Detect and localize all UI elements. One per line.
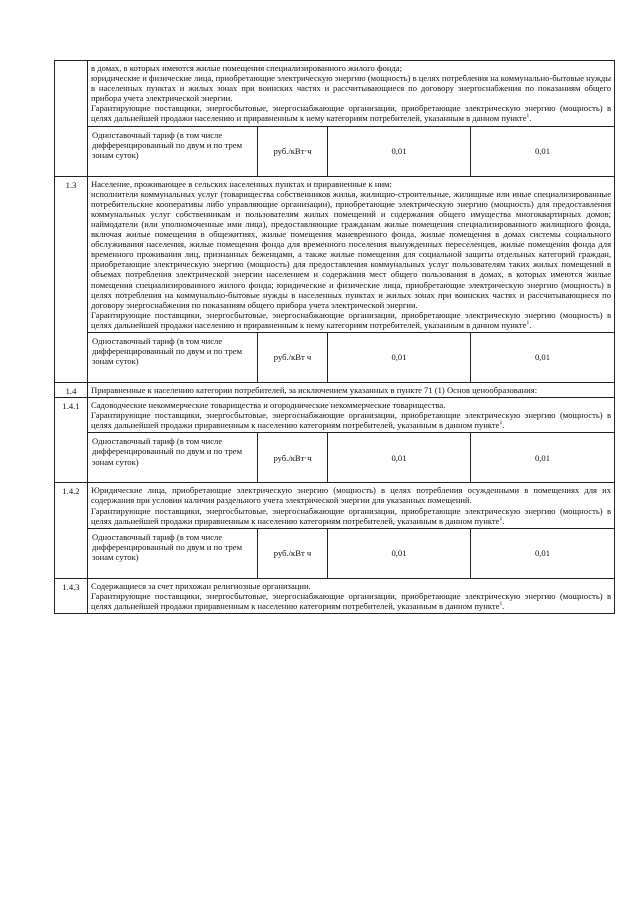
description-paragraph: Гарантирующие поставщики, энергосбытовые, энергоснабжающие организации, приобретающие электрическую энергию (мощность) в целях дальнейшей продажи приравненным к населению категориям потребителей, указанным в данном пункте$^1$. bbox=[91, 410, 612, 431]
tariff-value-2: 0,01 bbox=[471, 126, 615, 176]
tariff-unit: руб./кВт·ч bbox=[258, 126, 328, 176]
footnote-mark: 1 bbox=[499, 420, 503, 427]
description-paragraph: Гарантирующие поставщики, энергосбытовые, энергоснабжающие организации, приобретающие электрическую энергию (мощность) в целях дальнейшей продажи приравненным к населению категориям потребителей, указанным в данном пункте$^1$. bbox=[91, 505, 612, 526]
tariff-name: Одноставочный тариф (в том числе дифференцированный по двум и по трем зонам суток) bbox=[88, 126, 258, 176]
description-paragraph: Содержащиеся за счет прихожан религиозные организации. bbox=[91, 580, 311, 591]
table-row bbox=[55, 61, 615, 127]
description-paragraph: Садоводческие некоммерческие товарищества и огороднические некоммерческие товарищества. bbox=[91, 400, 446, 411]
footnote-mark: 1 bbox=[499, 601, 503, 608]
description-paragraph: Гарантирующие поставщики, энергосбытовые, энергоснабжающие организации, приобретающие электрическую энергию (мощность) в целях дальнейшей продажи приравненным к населению категориям потребителей, указанным в данном пункте$^1$. bbox=[91, 590, 612, 611]
row-number: 1.4.2 bbox=[55, 483, 88, 578]
tariff-value-1: 0,01 bbox=[328, 528, 471, 578]
table-row bbox=[55, 578, 615, 613]
tariff-unit: руб./кВт ч bbox=[258, 332, 328, 382]
description-paragraph: Юридические лица, приобретающие электрическую энергию (мощность) в целях потребления осужденными в помещениях для их содержания при условии наличия раздельного учета электрической энергии для указанных помещений. bbox=[91, 485, 612, 506]
tariff-row bbox=[55, 332, 615, 382]
tariff-unit: руб./кВт ч bbox=[258, 528, 328, 578]
tariff-value-1: 0,01 bbox=[328, 126, 471, 176]
description-paragraph: в домах, в которых имеются жилые помещения специализированного жилого фонда; bbox=[91, 63, 403, 73]
row-description bbox=[88, 578, 615, 613]
table-row bbox=[55, 176, 615, 332]
description-paragraph: Гарантирующие поставщики, энергосбытовые, энергоснабжающие организации, приобретающие электрическую энергию (мощность) в целях дальнейшей продажи населению и приравненным к нему категориям потребителей, указанным в данном пункте$^1$. bbox=[91, 309, 612, 330]
tariff-value-1: 0,01 bbox=[328, 433, 471, 483]
tariff-name: Одноставочный тариф (в том числе дифференцированный по двум и по трем зонам суток) bbox=[88, 332, 258, 382]
row-description bbox=[88, 61, 615, 127]
tariff-table bbox=[54, 60, 615, 614]
description-paragraph: Приравненные к населению категории потребителей, за исключением указанных в пункте 71 (1) Основ ценообразования: bbox=[91, 384, 538, 395]
row-number bbox=[55, 61, 88, 177]
tariff-name: Одноставочный тариф (в том числе дифференцированный по двум и по трем зонам суток) bbox=[88, 433, 258, 483]
row-number: 1.4.3 bbox=[55, 578, 88, 613]
footnote-mark: 1 bbox=[526, 320, 530, 327]
tariff-value-2: 0,01 bbox=[471, 332, 615, 382]
row-number: 1.4.1 bbox=[55, 398, 88, 483]
footnote-mark: 1 bbox=[526, 113, 530, 120]
tariff-row bbox=[55, 528, 615, 578]
row-number: 1.3 bbox=[55, 176, 88, 382]
row-description bbox=[88, 483, 615, 528]
table-row bbox=[55, 398, 615, 433]
tariff-row bbox=[55, 433, 615, 483]
tariff-value-2: 0,01 bbox=[471, 433, 615, 483]
row-description bbox=[88, 176, 615, 332]
row-number: 1.4 bbox=[55, 382, 88, 397]
description-paragraph: Население, проживающее в сельских населенных пунктах и приравненные к ним: bbox=[91, 178, 392, 189]
tariff-value-1: 0,01 bbox=[328, 332, 471, 382]
description-paragraph: исполнители коммунальных услуг (товарищества собственников жилья, жилищно-строительные, жилищные или иные специализированные потребительские кооперативы либо управляющие организации), приобретающие электрическую энергию (мощность) для предоставления коммунальных услуг собственникам и пользователям жилых помещений и содержания общего имущества многоквартирных домов; наймодатели (или уполномоченные ими лица), предоставляющие гражданам жилые помещения специализированного жилищного фонда, включая жилые помещения в общежитиях, жилые помещения маневренного фонда, жилые помещения в домах системы социального обслуживания населения, жилые помещения фонда для временного поселения вынужденных переселенцев, жилые помещения фонда для временного проживания лиц, признанных беженцами, а также жилые помещения для социальной защиты отдельных категорий граждан, приобретающие электрическую энергию (мощность) для предоставления коммунальных услуг пользователям таких жилых помещений в объемах потребления электрической энергии населением и содержания мест общего пользования в домах, в которых имеются жилые помещения специализированного жилого фонда; юридические и физические лица, приобретающие электрическую энергию (мощность) в целях потребления на коммунально-бытовые нужды в населенных пунктах и жилых зонах при воинских частях и рассчитывающиеся по договору энергоснабжения по показаниям общего прибора учета электрической энергии. bbox=[91, 188, 612, 310]
tariff-unit: руб./кВт·ч bbox=[258, 433, 328, 483]
tariff-name: Одноставочный тариф (в том числе дифференцированный по двум и по трем зонам суток) bbox=[88, 528, 258, 578]
table-row bbox=[55, 382, 615, 397]
footnote-mark: 1 bbox=[499, 515, 503, 522]
tariff-value-2: 0,01 bbox=[471, 528, 615, 578]
row-description bbox=[88, 382, 615, 397]
description-paragraph: юридические и физические лица, приобретающие электрическую энергию (мощность) в целях потребления на коммунально-бытовые нужды в населенных пунктах и жилых зонах при воинских частях и рассчитывающиеся по договору энергоснабжения по показаниям общего прибора учета электрической энергии. bbox=[91, 73, 612, 104]
table-row bbox=[55, 483, 615, 528]
description-paragraph: Гарантирующие поставщики, энергосбытовые, энергоснабжающие организации, приобретающие электрическую энергию (мощность) в целях дальнейшей продажи населению и приравненным к нему категориям потребителей, указанным в данном пункте$^1$. bbox=[91, 103, 612, 124]
row-description bbox=[88, 398, 615, 433]
tariff-row bbox=[55, 126, 615, 176]
